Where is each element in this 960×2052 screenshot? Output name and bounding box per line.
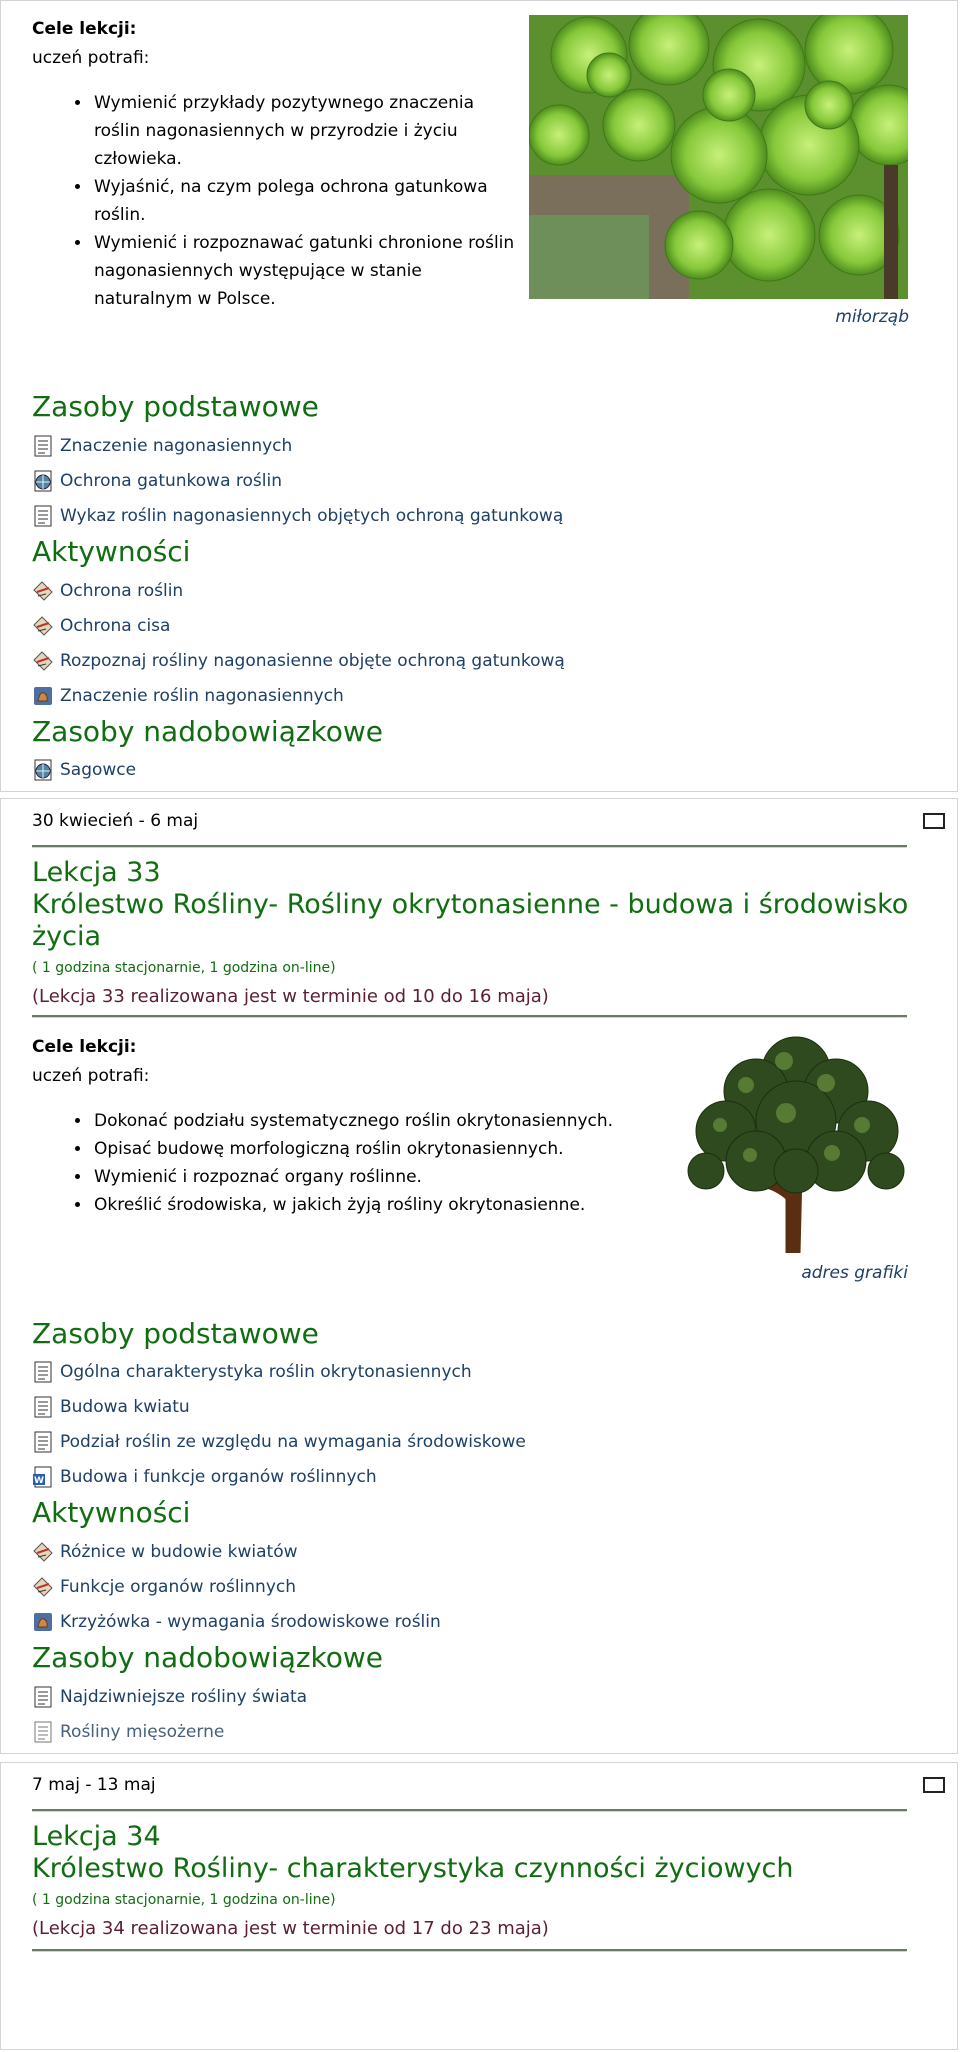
resource-link-text[interactable]: Budowa i funkcje organów roślinnych bbox=[60, 1467, 377, 1487]
activity-link[interactable] bbox=[32, 1609, 441, 1635]
completion-checkbox[interactable] bbox=[923, 813, 945, 829]
goals-list bbox=[32, 1107, 712, 1219]
resource-link[interactable] bbox=[32, 1429, 526, 1455]
activity-link-text[interactable]: Ochrona cisa bbox=[60, 616, 171, 636]
globe-icon bbox=[32, 470, 54, 492]
divider bbox=[32, 1949, 907, 1951]
document-icon bbox=[32, 1721, 54, 1743]
resource-link-text[interactable]: Wykaz roślin nagonasiennych objętych ochroną gatunkową bbox=[60, 506, 564, 526]
lesson-term: (Lekcja 34 realizowana jest w terminie od 17 do 23 maja) bbox=[32, 1918, 549, 1939]
lesson-title: Lekcja 33 Królestwo Rośliny- Rośliny okrytonasienne - budowa i środowisko życia bbox=[32, 857, 909, 952]
activity-link[interactable] bbox=[32, 648, 565, 674]
goal-item: • Dokonać podziału systematycznego roślin okrytonasiennych. bbox=[92, 1107, 712, 1135]
quiz-icon bbox=[32, 1576, 54, 1598]
goals-list bbox=[32, 89, 562, 313]
goals-intro: uczeń potrafi: bbox=[32, 1066, 150, 1086]
activity-link-text[interactable]: Różnice w budowie kwiatów bbox=[60, 1542, 298, 1562]
hotpot-icon bbox=[32, 685, 54, 707]
quiz-icon bbox=[32, 1541, 54, 1563]
resource-link[interactable] bbox=[32, 433, 292, 459]
activity-link[interactable] bbox=[32, 683, 344, 709]
week-date: 30 kwiecień - 6 maj bbox=[32, 811, 199, 831]
goals-heading: Cele lekcji: bbox=[32, 1037, 137, 1057]
resource-link-text[interactable]: Ogólna charakterystyka roślin okrytonasiennych bbox=[60, 1362, 472, 1382]
lesson-term: (Lekcja 33 realizowana jest w terminie od 10 do 16 maja) bbox=[32, 986, 549, 1007]
goal-item: • Opisać budowę morfologiczną roślin okrytonasiennych. bbox=[92, 1135, 712, 1163]
activity-link[interactable] bbox=[32, 1539, 298, 1565]
lesson-hours: ( 1 godzina stacjonarnie, 1 godzina on-line) bbox=[32, 1892, 336, 1908]
document-icon bbox=[32, 1361, 54, 1383]
lesson-hours: ( 1 godzina stacjonarnie, 1 godzina on-line) bbox=[32, 960, 336, 976]
lesson-34-section bbox=[0, 1762, 958, 2050]
resource-link-text[interactable]: Ochrona gatunkowa roślin bbox=[60, 471, 282, 491]
activity-link-text[interactable]: Rozpoznaj rośliny nagonasienne objęte ochroną gatunkową bbox=[60, 651, 565, 671]
hotpot-icon bbox=[32, 1611, 54, 1633]
document-icon bbox=[32, 505, 54, 527]
resource-link[interactable] bbox=[32, 1464, 377, 1490]
document-icon bbox=[32, 1396, 54, 1418]
resource-link[interactable] bbox=[32, 1394, 190, 1420]
quiz-icon bbox=[32, 580, 54, 602]
resource-link[interactable] bbox=[32, 1359, 472, 1385]
image-caption: adres grafiki bbox=[801, 1263, 908, 1283]
extra-resources-heading: Zasoby nadobowiązkowe bbox=[32, 715, 384, 748]
goal-item: • Wymienić i rozpoznawać gatunki chronione roślin nagonasiennych występujące w stanie naturalnym w Polsce. bbox=[92, 229, 562, 313]
lesson-32-section bbox=[0, 0, 958, 792]
document-icon bbox=[32, 1686, 54, 1708]
resource-link[interactable] bbox=[32, 503, 563, 529]
goal-item: • Określić środowiska, w jakich żyją rośliny okrytonasienne. bbox=[92, 1191, 712, 1219]
resource-link-text[interactable]: Najdziwniejsze rośliny świata bbox=[60, 1687, 308, 1707]
basic-resources-heading: Zasoby podstawowe bbox=[32, 390, 319, 423]
activity-link-text[interactable]: Ochrona roślin bbox=[60, 581, 184, 601]
lesson-33-section bbox=[0, 798, 958, 1754]
goal-item: • Wymienić przykłady pozytywnego znaczenia roślin nagonasiennych w przyrodzie i życiu człowieka. bbox=[92, 89, 562, 173]
activity-link-text[interactable]: Funkcje organów roślinnych bbox=[60, 1577, 297, 1597]
resource-link[interactable] bbox=[32, 757, 136, 783]
resource-link[interactable] bbox=[32, 1684, 307, 1710]
goal-item: • Wyjaśnić, na czym polega ochrona gatunkowa roślin. bbox=[92, 173, 562, 229]
activity-link-text[interactable]: Znaczenie roślin nagonasiennych bbox=[60, 686, 344, 706]
tree-illustration bbox=[686, 1031, 908, 1253]
resource-link-text[interactable]: Znaczenie nagonasiennych bbox=[60, 436, 293, 456]
activities-heading: Aktywności bbox=[32, 535, 191, 568]
divider bbox=[32, 845, 907, 847]
image-caption: miłorząb bbox=[835, 307, 909, 327]
divider bbox=[32, 1015, 907, 1017]
activities-heading: Aktywności bbox=[32, 1496, 191, 1529]
divider bbox=[32, 1809, 907, 1811]
quiz-icon bbox=[32, 615, 54, 637]
goals-intro: uczeń potrafi: bbox=[32, 48, 150, 68]
basic-resources-heading: Zasoby podstawowe bbox=[32, 1317, 319, 1350]
lesson-title: Lekcja 34 Królestwo Rośliny- charakterystyka czynności życiowych bbox=[32, 1821, 794, 1884]
resource-link-text[interactable]: Sagowce bbox=[60, 760, 137, 780]
quiz-icon bbox=[32, 650, 54, 672]
goal-item: • Wymienić i rozpoznać organy roślinne. bbox=[92, 1163, 712, 1191]
activity-link[interactable] bbox=[32, 578, 183, 604]
resource-link-text[interactable]: Budowa kwiatu bbox=[60, 1397, 190, 1417]
document-icon bbox=[32, 1431, 54, 1453]
completion-checkbox[interactable] bbox=[923, 1777, 945, 1793]
activity-link[interactable] bbox=[32, 1574, 296, 1600]
extra-resources-heading: Zasoby nadobowiązkowe bbox=[32, 1641, 384, 1674]
word-document-icon bbox=[32, 1466, 54, 1488]
resource-link[interactable] bbox=[32, 1719, 224, 1745]
resource-link[interactable] bbox=[32, 468, 282, 494]
activity-link-text[interactable]: Krzyżówka - wymagania środowiskowe roślin bbox=[60, 1612, 441, 1632]
resource-link-text[interactable]: Rośliny mięsożerne bbox=[60, 1722, 225, 1742]
activity-link[interactable] bbox=[32, 613, 170, 639]
resource-link-text[interactable]: Podział roślin ze względu na wymagania środowiskowe bbox=[60, 1432, 526, 1452]
ginkgo-photo bbox=[529, 15, 908, 299]
goals-heading: Cele lekcji: bbox=[32, 19, 137, 39]
document-icon bbox=[32, 435, 54, 457]
globe-icon bbox=[32, 759, 54, 781]
week-date: 7 maj - 13 maj bbox=[32, 1775, 156, 1795]
svg-text:W: W bbox=[34, 1476, 44, 1486]
